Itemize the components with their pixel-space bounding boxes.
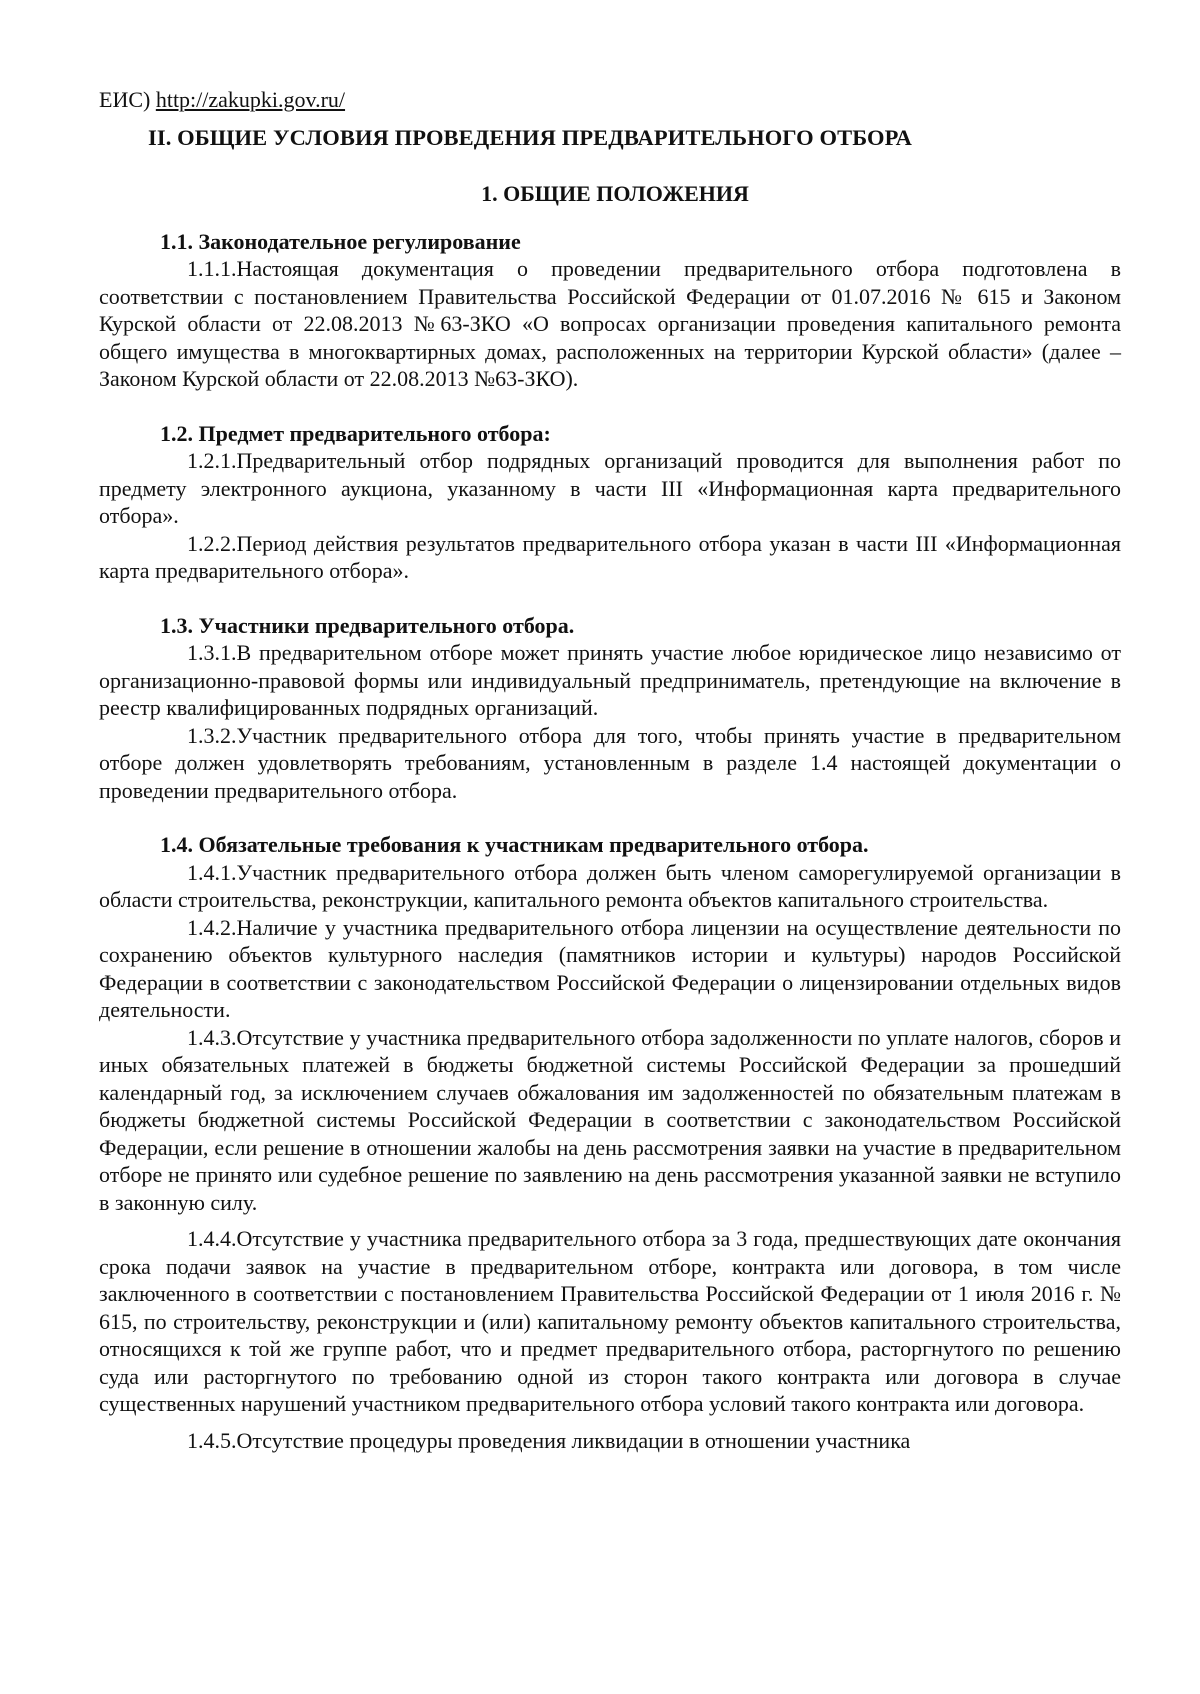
section-title: 1.3. Участники предварительного отбора. — [160, 612, 575, 638]
clause-text: В предварительном отборе может принять участие любое юридическое лицо независимо от организационно-правовой формы или индивидуальный предприниматель, претендующие на включение в реестр квалифицированных подрядных организаций. — [99, 640, 1121, 720]
clause-1-4-3 — [99, 1024, 1121, 1217]
clause-number: 1.4.2. — [187, 914, 237, 940]
clause-1-4-1 — [99, 859, 1121, 914]
clause-1-4-2 — [99, 914, 1121, 1024]
clause-number: 1.2.2. — [187, 530, 237, 556]
section-1-1 — [99, 228, 1121, 393]
section-title: 1.1. Законодательное регулирование — [160, 228, 521, 254]
part-title: II. ОБЩИЕ УСЛОВИЯ ПРОВЕДЕНИЯ ПРЕДВАРИТЕЛЬНОГО ОТБОРА — [148, 124, 912, 150]
clause-1-4-5 — [99, 1427, 1121, 1455]
clause-text: Настоящая документация о проведении предварительного отбора подготовлена в соответствии с постановлением Правительства Российской Федерации от 01.07.2016 № 615 и Законом Курской области от 22.08.2013 №63-ЗКО «О вопросах организации проведения капитального ремонта общего имущества в многоквартирных домах, расположенных на территории Курской области» (далее – Законом Курской области от 22.08.2013 №63-ЗКО). — [99, 256, 1121, 391]
clause-number: 1.3.2. — [187, 722, 237, 748]
clause-1-2-2 — [99, 530, 1121, 585]
chapter-title: 1. ОБЩИЕ ПОЛОЖЕНИЯ — [481, 180, 749, 206]
clause-number: 1.4.4. — [187, 1226, 237, 1251]
section-1-3 — [99, 612, 1121, 805]
clause-text: Период действия результатов предварительного отбора указан в части III «Информационная карта предварительного отбора». — [99, 530, 1121, 583]
clause-1-3-2 — [99, 722, 1121, 805]
clause-text: Наличие у участника предварительного отбора лицензии на осуществление деятельности по сохранению объектов культурного наследия (памятников истории и культуры) народов Российской Федерации в соответствии с законодательством Российской Федерации о лицензировании отдельных видов деятельности. — [99, 914, 1121, 1022]
clause-1-1-1 — [99, 255, 1121, 393]
header-line — [99, 86, 1121, 114]
clause-1-2-1 — [99, 447, 1121, 530]
clause-text: Отсутствие у участника предварительного отбора задолженности по уплате налогов, сборов и иных обязательных платежей в бюджеты бюджетной системы Российской Федерации за прошедший календарный год, за исключением случаев обжалования им задолженностей по обязательным платежам в бюджеты бюджетной системы Российской Федерации в соответствии с законодательством Российской Федерации, если решение в отношении жалобы на день рассмотрения заявки на участие в предварительном отборе не принято или судебное решение по заявлению на день рассмотрения указанной заявки не вступило в законную силу. — [99, 1024, 1121, 1215]
clause-number: 1.3.1. — [187, 640, 237, 665]
clause-number: 1.2.1. — [187, 448, 237, 473]
section-1-4 — [99, 831, 1121, 1454]
clause-1-3-1 — [99, 639, 1121, 722]
clause-number: 1.1.1. — [187, 256, 237, 281]
clause-text: Предварительный отбор подрядных организаций проводится для выполнения работ по предмету электронного аукциона, указанному в части III «Информационная карта предварительного отбора». — [99, 448, 1121, 528]
clause-1-4-4 — [99, 1225, 1121, 1418]
clause-text: Участник предварительного отбора для того, чтобы принять участие в предварительном отборе должен удовлетворять требованиям, установленным в разделе 1.4 настоящей документации о проведении предварительного отбора. — [99, 722, 1121, 803]
clause-number: 1.4.1. — [187, 859, 237, 885]
page-body — [99, 86, 1121, 1454]
clause-number: 1.4.5. — [187, 1427, 237, 1453]
eis-link[interactable]: http://zakupki.gov.ru/ — [155, 87, 346, 112]
clause-text: Отсутствие процедуры проведения ликвидации в отношении участника — [236, 1427, 911, 1453]
header-prefix: ЕИС) — [99, 87, 156, 112]
clause-text: Отсутствие у участника предварительного отбора за 3 года, предшествующих дате окончания срока подачи заявок на участие в предварительном отборе, контракта или договора, в том числе заключенного в соответствии с постановлением Правительства Российской Федерации от 1 июля 2016 г. № 615, по строительству, реконструкции и (или) капитальному ремонту объектов капитального строительства, относящихся к той же группе работ, что и предмет предварительного отбора, расторгнутого по решению суда или расторгнутого по требованию одной из сторон такого контракта или договора в случае существенных нарушений участником предварительного отбора условий такого контракта или договора. — [99, 1226, 1121, 1416]
section-title: 1.4. Обязательные требования к участникам предварительного отбора. — [160, 832, 869, 857]
section-1-2 — [99, 420, 1121, 585]
clause-number: 1.4.3. — [187, 1024, 237, 1050]
clause-text: Участник предварительного отбора должен быть членом саморегулируемой организации в области строительства, реконструкции, капитального ремонта объектов капитального строительства. — [99, 859, 1121, 912]
section-title: 1.2. Предмет предварительного отбора: — [160, 420, 551, 446]
